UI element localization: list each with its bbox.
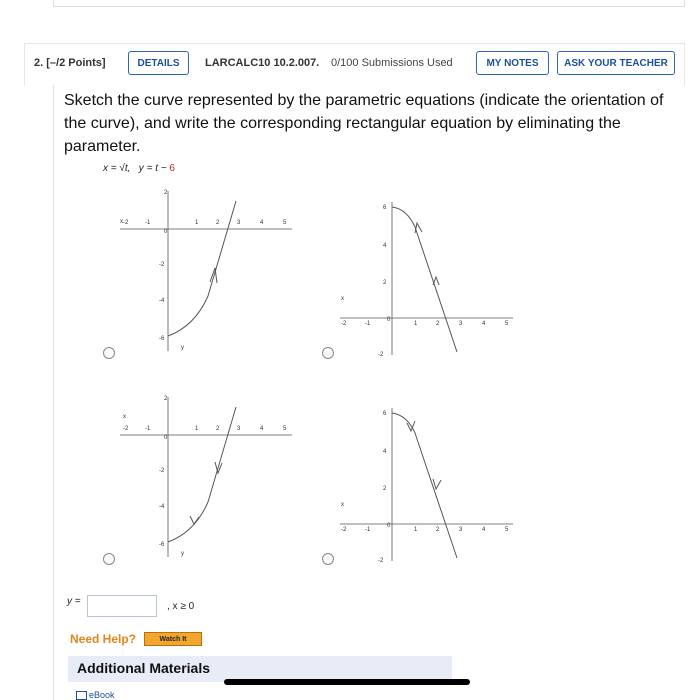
svg-text:6: 6 xyxy=(383,411,387,417)
answer-input[interactable] xyxy=(87,595,157,617)
svg-text:-2: -2 xyxy=(378,558,384,563)
graph-option-c xyxy=(110,392,300,560)
svg-text:-2: -2 xyxy=(159,262,165,268)
scrollbar[interactable] xyxy=(224,679,470,685)
svg-text:4: 4 xyxy=(482,321,486,327)
svg-text:0: 0 xyxy=(164,435,168,441)
svg-text:5: 5 xyxy=(283,220,287,226)
question-border xyxy=(53,85,54,700)
parametric-equations: x = √t, y = t − 6 xyxy=(103,163,175,174)
svg-text:0: 0 xyxy=(164,229,168,235)
y-axis-label: y xyxy=(181,345,184,351)
svg-text:-1: -1 xyxy=(365,321,371,327)
svg-text:5: 5 xyxy=(505,527,509,533)
svg-text:3: 3 xyxy=(237,426,241,432)
svg-text:2: 2 xyxy=(164,190,168,196)
svg-text:2: 2 xyxy=(383,280,387,286)
svg-text:4: 4 xyxy=(260,426,264,432)
radio-option-b[interactable] xyxy=(322,347,334,359)
graph-option-b xyxy=(335,197,515,357)
question-number: 2. [–/2 Points] xyxy=(34,57,106,69)
svg-text:-1: -1 xyxy=(145,426,151,432)
need-help-label: Need Help? xyxy=(70,632,137,646)
svg-text:-2: -2 xyxy=(159,468,165,474)
svg-text:-2: -2 xyxy=(123,220,129,226)
svg-text:-2: -2 xyxy=(341,321,347,327)
svg-text:x: x xyxy=(341,296,344,302)
svg-text:1: 1 xyxy=(195,426,199,432)
submissions-used: 0/100 Submissions Used xyxy=(331,57,453,69)
svg-text:1: 1 xyxy=(414,321,418,327)
svg-text:3: 3 xyxy=(237,220,241,226)
svg-text:4: 4 xyxy=(260,220,264,226)
svg-text:2: 2 xyxy=(216,220,220,226)
svg-text:2: 2 xyxy=(383,486,387,492)
svg-text:x: x xyxy=(123,414,126,420)
svg-text:1: 1 xyxy=(195,220,199,226)
svg-text:2: 2 xyxy=(164,396,168,402)
answer-prefix: y = xyxy=(67,596,81,607)
svg-text:0: 0 xyxy=(387,317,391,323)
problem-code: LARCALC10 10.2.007. xyxy=(205,57,320,69)
svg-text:5: 5 xyxy=(283,426,287,432)
answer-condition: , x ≥ 0 xyxy=(167,601,195,612)
svg-text:2: 2 xyxy=(436,321,440,327)
svg-text:y: y xyxy=(181,551,184,557)
graph-option-a xyxy=(110,186,300,354)
svg-text:-6: -6 xyxy=(159,336,165,342)
radio-option-c[interactable] xyxy=(103,553,115,565)
svg-text:-6: -6 xyxy=(159,542,165,548)
ebook-link[interactable]: eBook xyxy=(76,690,115,700)
additional-materials-header: Additional Materials xyxy=(68,656,452,682)
svg-text:6: 6 xyxy=(383,205,387,211)
svg-text:4: 4 xyxy=(383,243,387,249)
svg-text:-4: -4 xyxy=(159,504,165,510)
svg-text:4: 4 xyxy=(383,449,387,455)
graph-option-d xyxy=(335,403,515,563)
svg-text:x: x xyxy=(341,502,344,508)
svg-text:1: 1 xyxy=(414,527,418,533)
radio-option-d[interactable] xyxy=(322,553,334,565)
svg-text:0: 0 xyxy=(387,523,391,529)
details-button[interactable]: DETAILS xyxy=(128,51,189,75)
svg-text:-2: -2 xyxy=(341,527,347,533)
svg-text:3: 3 xyxy=(459,321,463,327)
svg-text:-2: -2 xyxy=(123,426,129,432)
previous-question-box xyxy=(53,0,685,7)
svg-text:-2: -2 xyxy=(378,352,384,357)
svg-text:-1: -1 xyxy=(365,527,371,533)
question-prompt: Sketch the curve represented by the parametric equations (indicate the orientation of the curve), and write the corresponding rectangular equation by eliminating the parameter. xyxy=(64,92,664,155)
svg-text:2: 2 xyxy=(216,426,220,432)
svg-text:5: 5 xyxy=(505,321,509,327)
x-axis-label: x xyxy=(120,219,123,225)
svg-text:-1: -1 xyxy=(145,220,151,226)
my-notes-button[interactable]: MY NOTES xyxy=(476,51,549,75)
watch-it-button[interactable]: Watch It xyxy=(144,632,202,646)
ebook-icon xyxy=(76,691,87,700)
svg-text:2: 2 xyxy=(436,527,440,533)
svg-text:4: 4 xyxy=(482,527,486,533)
radio-option-a[interactable] xyxy=(103,347,115,359)
svg-text:3: 3 xyxy=(459,527,463,533)
ask-your-teacher-button[interactable]: ASK YOUR TEACHER xyxy=(557,51,675,75)
svg-text:-4: -4 xyxy=(159,298,165,304)
